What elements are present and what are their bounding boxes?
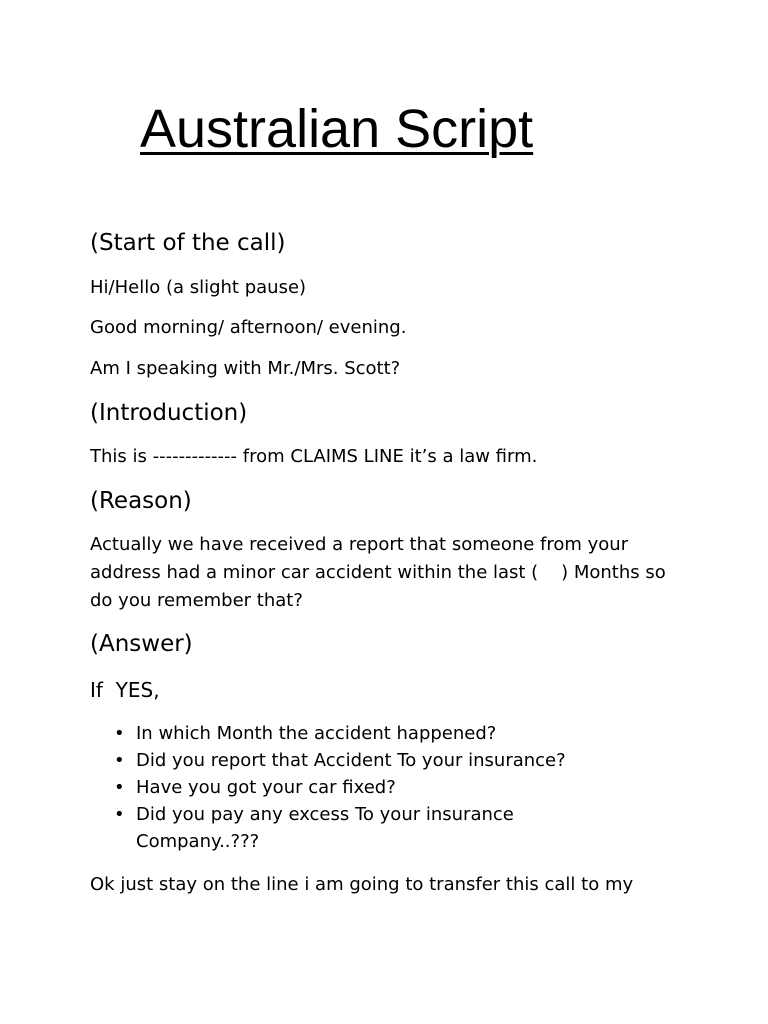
- time-greeting-text: Good morning/ afternoon/ evening.: [90, 317, 407, 338]
- if-yes-line: [90, 676, 690, 704]
- question-text: Did you report that Accident To your insurance?: [136, 750, 566, 771]
- bullet-icon: •: [114, 723, 125, 744]
- start-of-call-heading: (Start of the call): [90, 230, 286, 256]
- greeting-text: Hi/Hello (a slight pause): [90, 277, 307, 298]
- bullet-icon: •: [114, 777, 125, 798]
- introduction-line: [90, 443, 690, 471]
- section-introduction: [90, 398, 690, 428]
- closing-text: Ok just stay on the line i am going to transfer this call to my: [90, 874, 634, 895]
- list-item: [90, 801, 650, 855]
- bullet-icon: •: [114, 750, 125, 771]
- question-text: Have you got your car fixed?: [136, 777, 396, 798]
- reason-heading: (Reason): [90, 488, 192, 514]
- reason-text: Actually we have received a report that someone from your address had a minor car accident within the last ( ) Months so do you remember that?: [90, 534, 672, 611]
- bullet-icon: •: [114, 804, 125, 825]
- list-item: [90, 747, 650, 774]
- section-answer: [90, 629, 690, 659]
- section-reason: [90, 486, 690, 516]
- introduction-heading: (Introduction): [90, 400, 248, 426]
- introduction-text: This is ------------- from CLAIMS LINE it’s a law firm.: [90, 446, 538, 467]
- identity-check-line: [90, 355, 690, 383]
- list-item: [90, 774, 650, 801]
- reason-paragraph: [90, 531, 680, 615]
- if-yes-label: If YES,: [90, 678, 160, 702]
- answer-heading: (Answer): [90, 631, 193, 657]
- document-title: Australian Script: [140, 99, 534, 159]
- question-list: [90, 720, 650, 855]
- greeting-line: [90, 274, 690, 302]
- list-item: [90, 720, 650, 747]
- question-text: Did you pay any excess To your insurance Company..???: [136, 804, 514, 852]
- question-text: In which Month the accident happened?: [136, 723, 497, 744]
- time-greeting-line: [90, 314, 690, 342]
- identity-check-text: Am I speaking with Mr./Mrs. Scott?: [90, 358, 401, 379]
- closing-paragraph: [90, 871, 670, 899]
- section-start: [90, 228, 690, 258]
